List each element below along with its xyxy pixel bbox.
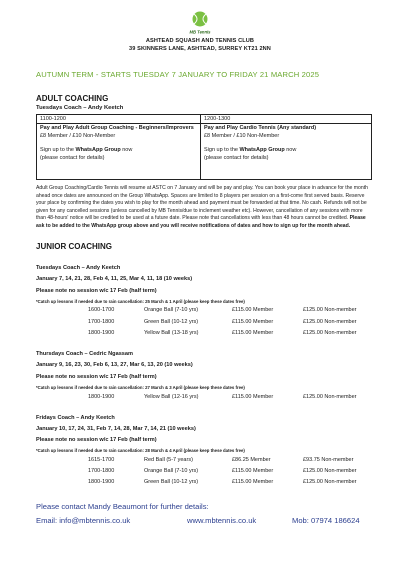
cardio-contact: (please contact for details)	[204, 154, 269, 161]
contact-email[interactable]: Email: info@mbtennis.co.uk	[36, 516, 131, 525]
cardio-signup: Sign up to the WhatsApp Group now	[204, 146, 297, 153]
contact-line: Please contact Mandy Beaumont for further details:	[36, 502, 209, 511]
session-group: Yellow Ball (12-16 yrs)	[144, 394, 199, 400]
adult-group-contact: (please contact for details)	[40, 154, 105, 161]
adult-day-coach: Tuesdays Coach – Andy Keetch	[36, 105, 124, 111]
session-member-price: £115.00 Member	[232, 394, 274, 400]
friday-day-coach: Fridays Coach – Andy Keetch	[36, 415, 115, 421]
session-non-member-price: £125.00 Non-member	[303, 394, 357, 400]
session-non-member-price: £125.00 Non-member	[303, 330, 357, 336]
tuesday-dates: January 7, 14, 21, 28, Feb 4, 11, 25, Mar 4, 11, 18 (10 weeks)	[36, 276, 193, 282]
session-non-member-price: £93.75 Non-member	[303, 457, 354, 463]
adult-group-time: 1100-1200	[40, 116, 66, 122]
session-member-price: £86.25 Member	[232, 457, 271, 463]
whatsapp-group-link[interactable]: WhatsApp Group	[75, 146, 121, 153]
cardio-tennis-box	[201, 114, 372, 180]
session-group: Orange Ball (7-10 yrs)	[144, 307, 199, 313]
adult-group-signup: Sign up to the WhatsApp Group now	[40, 146, 133, 153]
session-non-member-price: £125.00 Non-member	[303, 319, 357, 325]
contact-website-link[interactable]: www.mbtennis.co.uk	[187, 516, 257, 525]
tuesday-day-coach: Tuesdays Coach – Andy Keetch	[36, 265, 121, 271]
session-member-price: £115.00 Member	[232, 330, 274, 336]
tennis-ball-icon	[186, 10, 214, 36]
session-non-member-price: £125.00 Non-member	[303, 479, 357, 485]
junior-coaching-heading: JUNIOR COACHING	[36, 242, 113, 251]
friday-dates: January 10, 17, 24, 31, Feb 7, 14, 28, Mar 7, 14, 21 (10 weeks)	[36, 426, 196, 432]
session-non-member-price: £125.00 Non-member	[303, 307, 357, 313]
adult-info-paragraph: Adult Group Coaching/Cardio Tennis will resume at ASTC on 7 January and will be pay and play. You can book your place in advance for the month ahead once dates are announced on the Group WhatsApp. Spaces are limited to 8 players per session on a first-come first served basis. Reserve your place by confirming the dates you wish to play for the month ahead and payment must be forwarded at that time. No cash. Refunds will not be given for any cancelled sessions (unless cancelled by MB Tennis/due to inclement weather etc). However, cancellation of any sessions with more than 48-hours' notice will be credited to be used at a future date. Please note that cancellations with less than 48 hours cannot be credited. Please ask to be added to the WhatsApp group above and you will receive notifications of dates and how to sign up for the month ahead.	[36, 185, 368, 229]
adult-group-box	[36, 114, 201, 180]
whatsapp-group-link[interactable]: WhatsApp Group	[239, 146, 285, 153]
session-group: Orange Ball (7-10 yrs)	[144, 468, 199, 474]
session-group: Green Ball (10-12 yrs)	[144, 319, 199, 325]
session-time: 1615-1700	[88, 457, 115, 463]
adult-coaching-heading: ADULT COACHING	[36, 94, 109, 103]
club-name: ASHTEAD SQUASH AND TENNIS CLUB	[145, 38, 255, 44]
session-member-price: £115.00 Member	[232, 468, 274, 474]
logo-text: MB Tennis	[189, 29, 211, 35]
mb-tennis-logo	[186, 10, 214, 36]
adult-group-price: £8 Member / £10 Non-Member	[40, 133, 116, 140]
session-time: 1800-1900	[88, 394, 115, 400]
thursday-catchup-note: *Catch up lessons if needed due to rain cancellation: 27 March & 3 April (please keep these dates free)	[36, 385, 245, 390]
friday-catchup-note: *Catch up lessons if needed due to rain cancellation: 28 March & 4 April (please keep these dates free)	[36, 448, 245, 453]
session-time: 1600-1700	[88, 307, 115, 313]
adult-group-title: Pay and Play Adult Group Coaching - Beginners/Improvers	[40, 125, 194, 132]
cardio-title: Pay and Play Cardio Tennis (Any standard)	[204, 125, 317, 132]
thursday-no-session: Please note no session w/c 17 Feb (half term)	[36, 374, 157, 380]
thursday-day-coach: Thursdays Coach – Cedric Ngassam	[36, 351, 133, 357]
session-time: 1700-1800	[88, 468, 115, 474]
session-group: Green Ball (10-12 yrs)	[144, 479, 199, 485]
cardio-price: £8 Member / £10 Non-Member	[204, 133, 280, 140]
thursday-dates: January 9, 16, 23, 30, Feb 6, 13, 27, Mar 6, 13, 20 (10 weeks)	[36, 362, 193, 368]
session-member-price: £115.00 Member	[232, 319, 274, 325]
session-member-price: £115.00 Member	[232, 479, 274, 485]
session-group: Yellow Ball (13-18 yrs)	[144, 330, 199, 336]
friday-no-session: Please note no session w/c 17 Feb (half term)	[36, 437, 157, 443]
club-address: 39 SKINNERS LANE, ASHTEAD, SURREY KT21 2NN	[129, 46, 271, 52]
session-time: 1700-1800	[88, 319, 115, 325]
term-title: AUTUMN TERM - STARTS TUESDAY 7 JANUARY TO FRIDAY 21 MARCH 2025	[36, 70, 320, 79]
session-time: 1800-1900	[88, 330, 115, 336]
tuesday-catchup-note: *Catch up lessons if needed due to rain cancellation: 25 March & 1 April (please keep these dates free)	[36, 299, 245, 304]
session-group: Red Ball (5-7 years)	[144, 457, 193, 463]
session-time: 1800-1900	[88, 479, 115, 485]
session-non-member-price: £125.00 Non-member	[303, 468, 357, 474]
session-member-price: £115.00 Member	[232, 307, 274, 313]
cardio-time: 1200-1300	[204, 116, 231, 122]
tuesday-no-session: Please note no session w/c 17 Feb (half term)	[36, 288, 157, 294]
contact-mobile: Mob: 07974 186624	[292, 516, 360, 525]
